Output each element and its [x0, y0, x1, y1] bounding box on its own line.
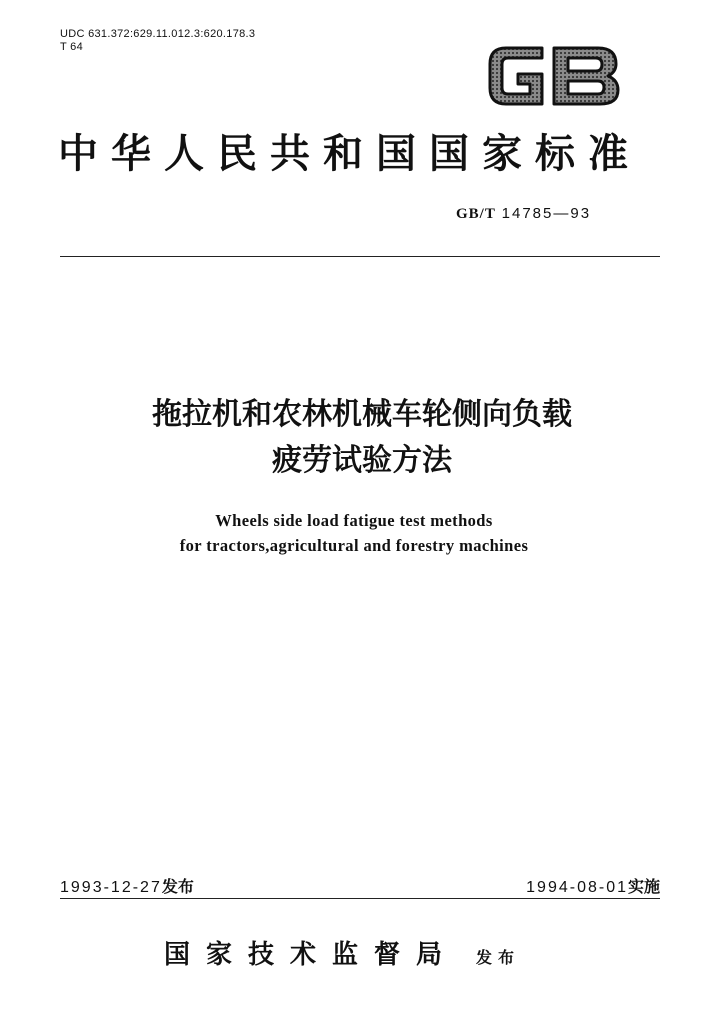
document-title-english — [0, 508, 708, 558]
footer-divider — [60, 898, 660, 899]
date-row — [60, 874, 660, 898]
title-cn-line-1: 拖拉机和农林机械车轮侧向负载 — [152, 397, 572, 432]
standard-number-prefix: GB/T — [456, 206, 496, 222]
issuer-organization: 国家技术监督局 — [164, 940, 459, 970]
class-line: T 64 — [60, 41, 84, 53]
udc-classification — [60, 28, 255, 54]
issuing-authority — [164, 934, 624, 974]
effective-date-block — [526, 874, 660, 897]
gb-logo-icon — [484, 40, 624, 112]
header-divider — [60, 256, 660, 257]
issue-label: 发布 — [161, 877, 194, 896]
issue-date-block — [60, 874, 194, 897]
udc-line: UDC 631.372:629.11.012.3:620.178.3 — [60, 28, 256, 40]
document-title-chinese — [8, 392, 708, 484]
issuer-action: 发布 — [476, 948, 521, 967]
standard-category-title: 中华人民共和国国家标准 — [58, 130, 641, 177]
effective-date: 1994-08-01 — [526, 879, 628, 896]
standard-number-value: 14785—93 — [501, 205, 592, 222]
effective-label: 实施 — [627, 877, 660, 896]
title-en-line-2: for tractors,agricultural and forestry machines — [179, 536, 529, 555]
issue-date: 1993-12-27 — [60, 879, 162, 896]
title-cn-line-2: 疲劳试验方法 — [272, 443, 452, 478]
title-en-line-1: Wheels side load fatigue test methods — [215, 511, 493, 530]
standard-number — [456, 204, 591, 223]
